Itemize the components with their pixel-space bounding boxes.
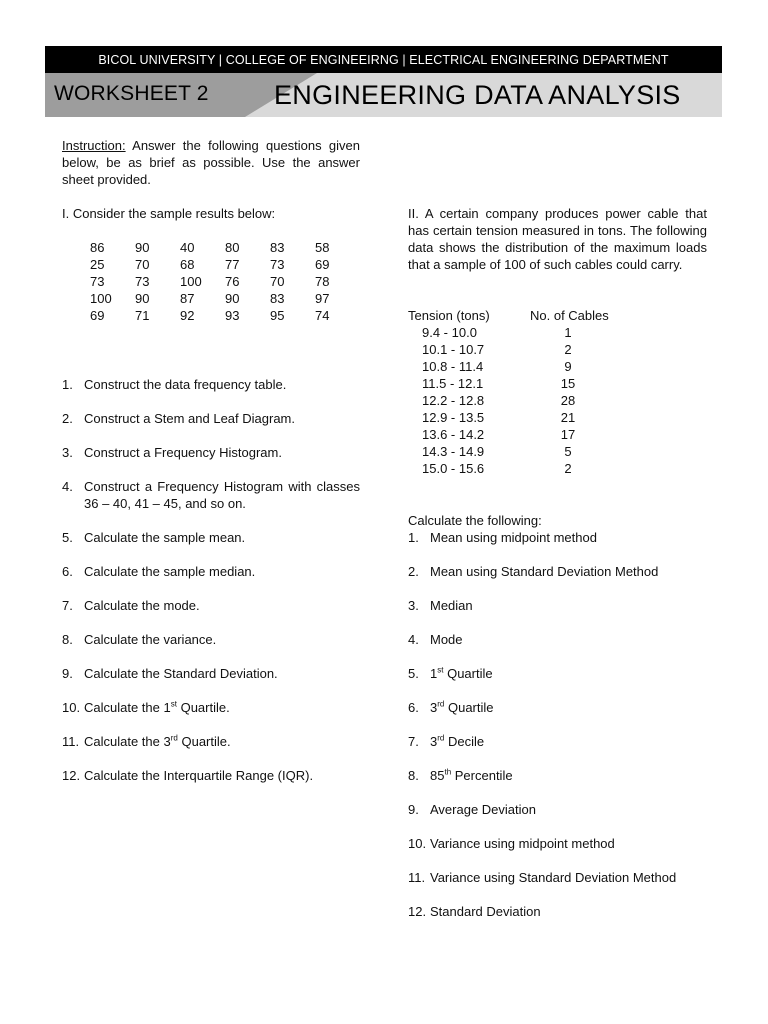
cable-count: 28 [560, 393, 576, 408]
calc-number: 11. [408, 870, 426, 885]
calc-text: Median [430, 598, 473, 613]
calc-text: Variance using midpoint method [430, 836, 615, 851]
calc-text-post: Quartile [444, 700, 494, 715]
data-cell: 92 [180, 308, 195, 323]
calc-text-pre: 3 [430, 700, 438, 715]
data-cell: 73 [90, 274, 105, 289]
cable-count: 2 [564, 342, 572, 357]
question-number: 12. [62, 768, 81, 783]
tension-table-header [408, 307, 610, 324]
tension-range: 13.6 - 14.2 [422, 427, 485, 442]
tension-header: Tension (tons) [408, 308, 490, 323]
question-number: 9. [62, 666, 73, 681]
calc-text [430, 767, 513, 784]
part1-heading: I. Consider the sample results below: [62, 206, 276, 221]
tension-table-row [408, 324, 610, 341]
question-text [84, 733, 360, 750]
data-cell: 90 [135, 291, 150, 306]
data-cell: 40 [180, 240, 195, 255]
calc-text: Standard Deviation [430, 904, 541, 919]
question-item [62, 444, 360, 461]
calc-item [408, 665, 718, 682]
calc-item [408, 631, 718, 648]
data-cell: 86 [90, 240, 105, 255]
page-title: ENGINEERING DATA ANALYSIS [274, 80, 681, 110]
question-item [62, 563, 360, 580]
data-cell: 83 [270, 240, 285, 255]
calc-item [408, 733, 718, 750]
data-cell: 73 [135, 274, 150, 289]
question-text: Calculate the Standard Deviation. [84, 666, 278, 681]
cable-count: 21 [560, 410, 576, 425]
question-number: 6. [62, 564, 73, 579]
data-cell: 95 [270, 308, 285, 323]
cable-count: 1 [564, 325, 572, 340]
tension-range: 12.9 - 13.5 [422, 410, 485, 425]
sample-data-grid [90, 239, 355, 324]
data-cell: 68 [180, 257, 195, 272]
question-item [62, 376, 360, 393]
calc-item [408, 563, 718, 580]
question-number: 5. [62, 530, 73, 545]
tension-range: 11.5 - 12.1 [422, 376, 484, 391]
data-row [90, 256, 355, 273]
calc-number: 9. [408, 802, 419, 817]
calc-number: 6. [408, 700, 419, 715]
cable-count: 5 [564, 444, 572, 459]
question-text: Construct the data frequency table. [84, 377, 287, 392]
question-item [62, 478, 360, 512]
data-cell: 74 [315, 308, 330, 323]
question-number: 3. [62, 445, 73, 460]
ordinal-suffix: th [444, 767, 452, 777]
question-number: 4. [62, 479, 73, 494]
calc-item [408, 529, 718, 546]
data-cell: 71 [135, 308, 150, 323]
calc-item [408, 801, 718, 818]
data-row [90, 307, 355, 324]
data-cell: 77 [225, 257, 240, 272]
ordinal-suffix: rd [170, 733, 178, 743]
calc-text-pre: 85 [430, 768, 445, 783]
question-text-post: Quartile. [177, 734, 231, 749]
calc-number: 3. [408, 598, 419, 613]
tension-table-row [408, 460, 610, 477]
calc-number: 8. [408, 768, 419, 783]
question-number: 7. [62, 598, 73, 613]
question-number: 8. [62, 632, 73, 647]
question-item [62, 529, 360, 546]
calc-text: Average Deviation [430, 802, 536, 817]
calc-number: 12. [408, 904, 427, 919]
calc-list [408, 529, 718, 937]
calc-item [408, 767, 718, 784]
question-text: Calculate the sample mean. [84, 530, 246, 545]
question-text: Calculate the variance. [84, 632, 217, 647]
data-cell: 69 [90, 308, 105, 323]
calc-text-post: Percentile [451, 768, 513, 783]
data-cell: 25 [90, 257, 105, 272]
calc-number: 4. [408, 632, 419, 647]
calc-text: Mean using midpoint method [430, 530, 597, 545]
data-cell: 90 [225, 291, 240, 306]
calc-number: 1. [408, 530, 419, 545]
header-banner: BICOL UNIVERSITY | COLLEGE OF ENGINEEIRNG | ELECTRICAL ENGINEERING DEPARTMENT [45, 46, 722, 73]
calc-item [408, 869, 718, 886]
ordinal-suffix: rd [437, 699, 445, 709]
tension-range: 10.1 - 10.7 [422, 342, 485, 357]
question-number: 2. [62, 411, 73, 426]
cables-header: No. of Cables [530, 308, 609, 323]
calc-item [408, 903, 718, 920]
question-item [62, 631, 360, 648]
question-text: Calculate the Interquartile Range (IQR). [84, 768, 314, 783]
calc-text-post: Quartile [443, 666, 493, 681]
data-cell: 87 [180, 291, 195, 306]
data-cell: 93 [225, 308, 240, 323]
cable-count: 2 [564, 461, 572, 476]
calc-number: 10. [408, 836, 427, 851]
data-cell: 73 [270, 257, 285, 272]
data-cell: 69 [315, 257, 330, 272]
question-item [62, 733, 360, 750]
calc-text-post: Decile [444, 734, 485, 749]
part1-question-list [62, 376, 360, 801]
instruction-text: Answer the following questions given below, be as brief as possible. Use the answer sheet provided. [62, 138, 360, 187]
part2-heading: II. A certain company produces power cable that has certain tension measured in tons. The following data shows the distribution of the maximum loads that a sample of 100 of such cables could carry. [408, 206, 707, 272]
calc-text: Variance using Standard Deviation Method [430, 870, 677, 885]
question-text: Calculate the sample median. [84, 564, 256, 579]
tension-table-row [408, 392, 610, 409]
calc-text [430, 665, 493, 682]
calc-number: 2. [408, 564, 419, 579]
question-item [62, 665, 360, 682]
tension-table-row [408, 375, 610, 392]
question-item [62, 597, 360, 614]
calc-item [408, 835, 718, 852]
calc-text [430, 733, 484, 750]
question-text [84, 699, 360, 716]
data-cell: 90 [135, 240, 150, 255]
data-cell: 58 [315, 240, 330, 255]
question-item [62, 699, 360, 716]
tension-table-row [408, 443, 610, 460]
tension-table [408, 307, 610, 477]
question-item [62, 410, 360, 427]
calc-number: 7. [408, 734, 419, 749]
tension-range: 14.3 - 14.9 [422, 444, 485, 459]
calc-text-pre: 1 [430, 666, 438, 681]
tension-table-row [408, 358, 610, 375]
question-number: 11. [62, 734, 80, 749]
question-number: 10. [62, 700, 81, 715]
calc-text: Mode [430, 632, 463, 647]
question-text: Construct a Frequency Histogram with classes 36 – 40, 41 – 45, and so on. [84, 479, 360, 511]
data-cell: 70 [270, 274, 285, 289]
question-text: Calculate the mode. [84, 598, 200, 613]
question-text-pre: Calculate the 1 [84, 700, 171, 715]
tension-table-row [408, 426, 610, 443]
worksheet-label: WORKSHEET 2 [54, 82, 209, 105]
instruction-label: Instruction: [62, 138, 126, 153]
title-bar [45, 73, 722, 117]
data-row [90, 239, 355, 256]
cable-count: 9 [564, 359, 572, 374]
cable-count: 17 [560, 427, 576, 442]
calc-item [408, 699, 718, 716]
data-cell: 78 [315, 274, 330, 289]
calc-heading: Calculate the following: [408, 513, 542, 528]
question-number: 1. [62, 377, 73, 392]
ordinal-suffix: st [437, 665, 444, 675]
calc-item [408, 597, 718, 614]
calc-text-pre: 3 [430, 734, 438, 749]
data-row [90, 273, 355, 290]
tension-table-row [408, 341, 610, 358]
data-cell: 100 [90, 291, 112, 306]
tension-range: 9.4 - 10.0 [422, 325, 477, 340]
calc-text [430, 699, 494, 716]
question-item [62, 767, 360, 784]
data-row [90, 290, 355, 307]
question-text: Construct a Frequency Histogram. [84, 445, 282, 460]
data-cell: 83 [270, 291, 285, 306]
data-cell: 100 [180, 274, 202, 289]
ordinal-suffix: st [170, 699, 177, 709]
tension-range: 10.8 - 11.4 [422, 359, 484, 374]
tension-range: 12.2 - 12.8 [422, 393, 485, 408]
calc-text: Mean using Standard Deviation Method [430, 564, 659, 579]
data-cell: 97 [315, 291, 330, 306]
data-cell: 70 [135, 257, 150, 272]
calc-number: 5. [408, 666, 419, 681]
question-text-post: Quartile. [176, 700, 230, 715]
instruction-paragraph [62, 137, 360, 188]
data-cell: 80 [225, 240, 240, 255]
tension-range: 15.0 - 15.6 [422, 461, 485, 476]
tension-table-row [408, 409, 610, 426]
question-text-pre: Calculate the 3 [84, 734, 171, 749]
cable-count: 15 [560, 376, 576, 391]
ordinal-suffix: rd [437, 733, 445, 743]
question-text: Construct a Stem and Leaf Diagram. [84, 411, 295, 426]
data-cell: 76 [225, 274, 240, 289]
